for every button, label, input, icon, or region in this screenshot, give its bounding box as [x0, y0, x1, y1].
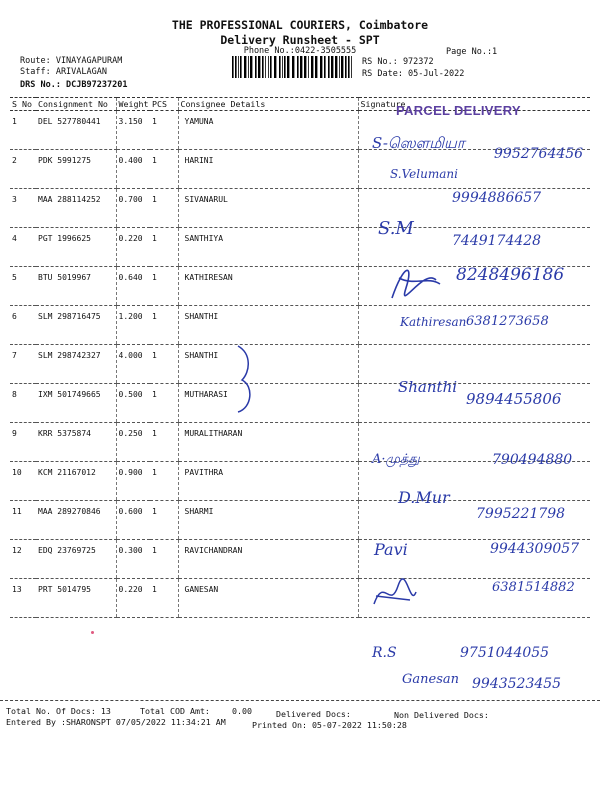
row-weight: 0.220: [116, 228, 150, 267]
col-sno: S No: [10, 98, 36, 111]
row-consignee: SIVANARUL: [178, 189, 358, 228]
row-weight: 0.400: [116, 150, 150, 189]
parcel-delivery-stamp: PARCEL DELIVERY: [396, 103, 521, 118]
row-consignment: KRR 5375874: [36, 423, 116, 462]
row-consignee: SHANTHI: [178, 345, 358, 384]
handwriting-sig-7: Shanthi: [398, 378, 458, 396]
handwriting-phone-5: 6381273658: [466, 314, 549, 329]
row-weight: 0.250: [116, 423, 150, 462]
col-consignment: Consignment No: [36, 98, 116, 111]
row-consignee: SANTHIYA: [178, 228, 358, 267]
row-consignment: IXM 501749665: [36, 384, 116, 423]
row-pcs: 1: [150, 228, 178, 267]
row-sno: 5: [10, 267, 36, 306]
row-sno: 9: [10, 423, 36, 462]
row-consignee: KATHIRESAN: [178, 267, 358, 306]
row-pcs: 1: [150, 189, 178, 228]
handwriting-phone-2: 9994886657: [452, 190, 542, 206]
row-consignment: MAA 288114252: [36, 189, 116, 228]
printed-on: Printed On: 05-07-2022 11:50:28: [252, 720, 407, 730]
row-consignee: GANESAN: [178, 579, 358, 618]
handwriting-sig-10: Pavi: [374, 540, 408, 559]
row-consignee: HARINI: [178, 150, 358, 189]
col-weight: Weight: [116, 98, 150, 111]
handwriting-sig-2: S.Velumani: [390, 167, 458, 181]
non-delivered-docs: Non Delivered Docs:: [394, 710, 489, 720]
company-phone: Phone No.:0422-3505555: [243, 46, 357, 56]
row-consignment: PDK 5991275: [36, 150, 116, 189]
row-consignee: MUTHARASI: [178, 384, 358, 423]
row-pcs: 1: [150, 384, 178, 423]
pink-mark: [91, 631, 94, 634]
handwriting-sig-9: D.Mur: [398, 488, 450, 507]
row-consignee: YAMUNA: [178, 111, 358, 150]
row-consignment: PGT 1996625: [36, 228, 116, 267]
row-weight: 1.200: [116, 306, 150, 345]
row-sno: 1: [10, 111, 36, 150]
entered-by: Entered By :SHARONSPT 07/05/2022 11:34:21 AM: [6, 717, 226, 727]
row-pcs: 1: [150, 267, 178, 306]
page-number: Page No.:1: [446, 47, 498, 57]
total-docs: Total No. Of Docs: 13: [6, 706, 111, 716]
drs-number: DRS No.: DCJB97237201: [20, 80, 128, 90]
handwriting-phone-12: 9751044055: [460, 645, 550, 661]
handwriting-phone-10: 9944309057: [490, 541, 580, 557]
row-consignment: BTU 5019967: [36, 267, 116, 306]
row-consignment: PRT 5014795: [36, 579, 116, 618]
row-consignee: RAVICHANDRAN: [178, 540, 358, 579]
rs-date: RS Date: 05-Jul-2022: [362, 69, 465, 79]
company-title: THE PROFESSIONAL COURIERS, Coimbatore: [171, 18, 429, 32]
row-sno: 6: [10, 306, 36, 345]
row-consignment: EDQ 23769725: [36, 540, 116, 579]
row-consignee: MURALITHARAN: [178, 423, 358, 462]
handwriting-sig-1: S-ஸௌமியா: [372, 134, 465, 152]
handwriting-phone-11: 6381514882: [492, 580, 575, 595]
row-pcs: 1: [150, 579, 178, 618]
row-pcs: 1: [150, 111, 178, 150]
runsheet-subtitle: Delivery Runsheet - SPT: [220, 33, 380, 47]
staff-label: Staff: ARIVALAGAN: [20, 67, 107, 77]
row-sno: 7: [10, 345, 36, 384]
handwriting-sig-12: R.S: [372, 645, 397, 661]
row-weight: 0.600: [116, 501, 150, 540]
delivered-docs: Delivered Docs:: [276, 709, 351, 719]
handwriting-phone-7: 9894455806: [466, 390, 562, 408]
col-consignee: Consignee Details: [178, 98, 358, 111]
col-signature: Signature: [358, 98, 590, 111]
handwriting-phone-3: 7449174428: [452, 233, 542, 249]
row-weight: 0.220: [116, 579, 150, 618]
handwriting-phone-1: 9952764456: [494, 146, 584, 162]
handwriting-sig-3: S.M: [378, 218, 414, 239]
handwriting-scribble-11: [370, 574, 418, 614]
row-sno: 4: [10, 228, 36, 267]
row-weight: 4.000: [116, 345, 150, 384]
total-cod-value: 0.00: [232, 706, 252, 716]
handwriting-phone-4: 8248496186: [456, 265, 565, 285]
total-cod-label: Total COD Amt:: [140, 706, 210, 716]
row-signature: [358, 345, 590, 384]
row-sno: 12: [10, 540, 36, 579]
rs-number: RS No.: 972372: [362, 57, 434, 67]
handwriting-bracket: [232, 342, 256, 416]
barcode-image: [232, 56, 354, 78]
handwriting-phone-9: 7995221798: [476, 506, 566, 522]
row-weight: 0.640: [116, 267, 150, 306]
row-consignee: SHARMI: [178, 501, 358, 540]
row-weight: 0.500: [116, 384, 150, 423]
handwriting-sig-13: Ganesan: [402, 672, 459, 687]
row-consignee: PAVITHRA: [178, 462, 358, 501]
row-sno: 13: [10, 579, 36, 618]
handwriting-phone-13: 9943523455: [472, 676, 562, 692]
route-label: Route: VINAYAGAPURAM: [20, 56, 123, 66]
row-sno: 3: [10, 189, 36, 228]
col-pcs: PCS: [150, 98, 178, 111]
row-weight: 0.700: [116, 189, 150, 228]
row-pcs: 1: [150, 540, 178, 579]
row-consignment: SLM 298742327: [36, 345, 116, 384]
row-consignment: SLM 298716475: [36, 306, 116, 345]
row-pcs: 1: [150, 345, 178, 384]
row-pcs: 1: [150, 462, 178, 501]
row-sno: 11: [10, 501, 36, 540]
row-consignment: KCM 21167012: [36, 462, 116, 501]
runsheet-table: [10, 97, 590, 618]
handwriting-scribble-4: [384, 258, 444, 304]
row-pcs: 1: [150, 423, 178, 462]
handwriting-phone-8: 790494880: [492, 452, 573, 468]
handwriting-sig-8: A·முத்து: [372, 452, 420, 467]
row-sno: 2: [10, 150, 36, 189]
row-weight: 0.900: [116, 462, 150, 501]
row-sno: 8: [10, 384, 36, 423]
row-weight: 0.300: [116, 540, 150, 579]
row-consignment: DEL 527780441: [36, 111, 116, 150]
footer-divider: [0, 700, 600, 701]
row-pcs: 1: [150, 150, 178, 189]
row-consignee: SHANTHI: [178, 306, 358, 345]
row-pcs: 1: [150, 501, 178, 540]
row-weight: 3.150: [116, 111, 150, 150]
row-pcs: 1: [150, 306, 178, 345]
handwriting-sig-5: Kathiresan: [400, 315, 467, 329]
row-sno: 10: [10, 462, 36, 501]
table-row: [10, 345, 590, 384]
row-consignment: MAA 289270846: [36, 501, 116, 540]
